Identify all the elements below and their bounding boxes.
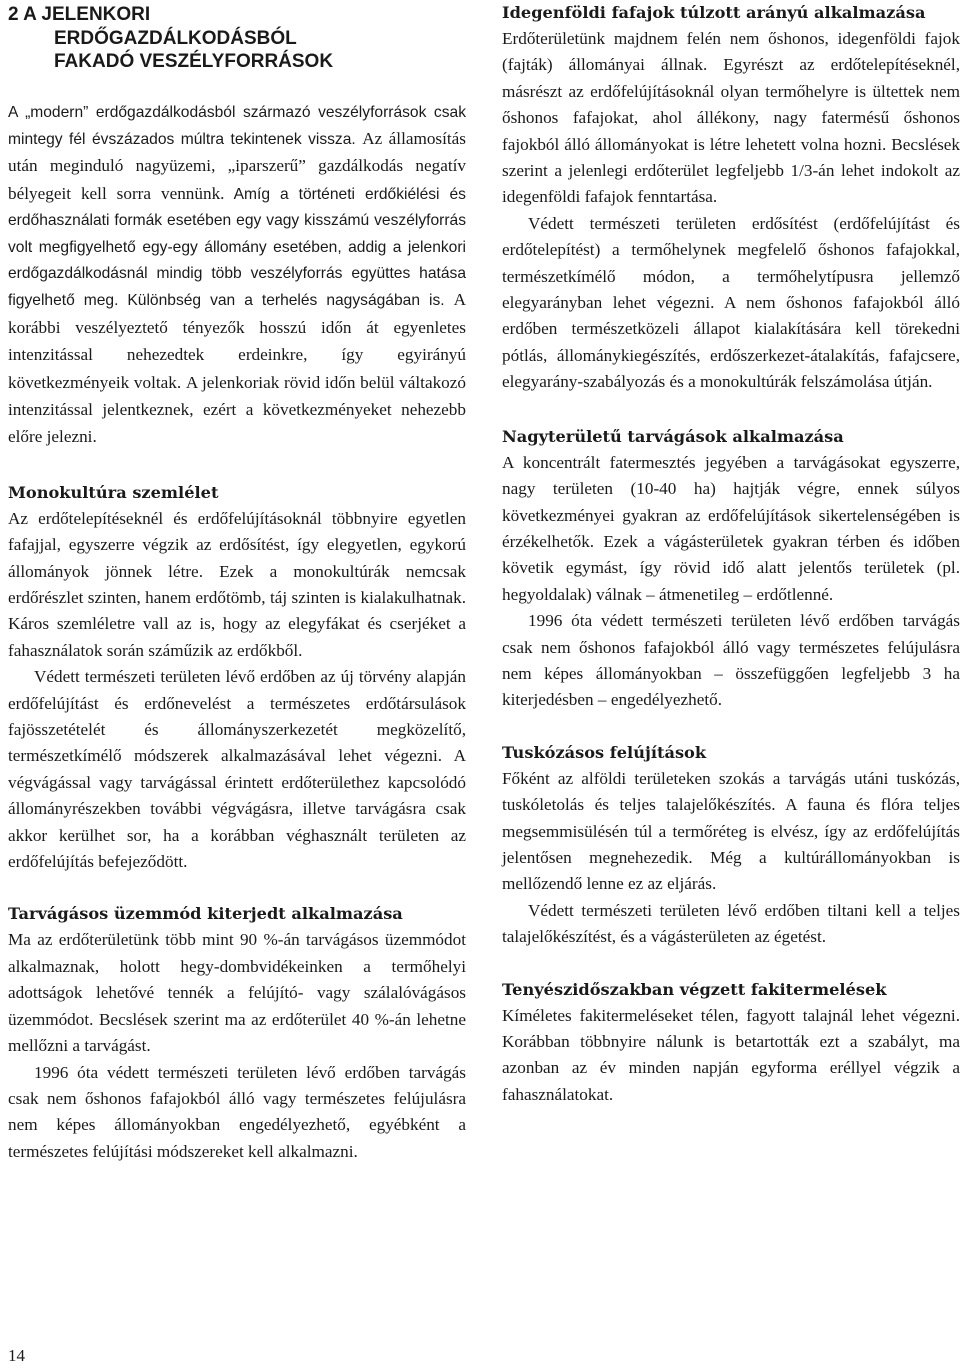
section-heading-tarvagasos: Tarvágásos üzemmód kiterjedt alkalmazása (8, 904, 403, 924)
section-heading-tuskozasos: Tuskózásos felújítások (502, 742, 707, 762)
intro-text-2: Az államosítás után meginduló nagyüzemi, „iparszerű” gazdálkodás negatív bélyegeit kell sorra vennünk. (8, 128, 466, 203)
chapter-title (8, 3, 466, 74)
intro-text-1: A „modern” erdőgazdálkodásból származó veszélyforrások csak mintegy fél évszázados múltra tekintenek vissza. (8, 103, 466, 148)
section-paragraph: A koncentrált fatermesztés jegyében a tarvágásokat egyszerre, nagy területen (10-40 ha) hajtják végre, ennek súlyos következményei gyakran az erdőfelújítások sikertelenségében is érzékelhetők. Ezek a vágásterületek gyakran térben és időben követik egymást, így rövid idő alatt jelentős területek (pl. hegyoldalak) válnak – átmenetileg – erdőtlenné. (502, 452, 960, 604)
section-heading-tenyeszidoszak: Tenyészidőszakban végzett fakitermelések (502, 979, 887, 999)
section-paragraph: Védett természeti területen lévő erdőben tiltani kell a teljes talajelőkészítést, és a vágásterületen az égetést. (502, 900, 960, 947)
section-heading-idegenfoldi: Idegenföldi fafajok túlzott arányú alkalmazása (502, 3, 926, 22)
intro-text-3: Amíg a történeti erdőkiélési és erdőhasználati formák esetében egy vagy kisszámú veszélyforrás volt megfigyelhető egy-egy állomány esetében, addig a jelenkori erdőgazdálkodásnál mindig több veszélyforrás együttes hatása figyelhető meg. Különbség van a terhelés nagyságában is. (8, 185, 466, 310)
section-paragraph: Ma az erdőterületünk több mint 90 %-án tarvágásos üzemmódot alkalmaznak, holott hegy-dombvidékeinken a termőhelyi adottságok lehetővé tennék a felújító- vagy szálalóvágásos üzemmódot. Becslések szerint ma az erdőterület 40 %-án lehetne mellőzni a tarvágást. (8, 930, 466, 1056)
section-paragraph: Erdőterületünk majdnem felén nem őshonos, idegenföldi fajok (fajták) állományai állnak. Egyrészt az erdőtelepítéseknél, másrészt az erdőfelújításoknál olyan termőhelyre is ültettek nem őshonos fafajokat, ahol állékony, nagy fatermésű őshonos fajokból álló állományokat is létre lehetett volna hozni. Becslések szerint a jelenlegi erdőterület legfeljebb 1/3-án lehet indokolt az idegenföldi fafajok fenntartása. (502, 29, 960, 207)
chapter-title-line-2: ERDŐGAZDÁLKODÁSBÓL (54, 27, 297, 49)
section-paragraph: Az erdőtelepítéseknél és erdőfelújításoknál többnyire egyetlen fafajjal, egyszerre végzik az erdősítést, így elegyetlen, egykorú állományok jönnek létre. Ezek a monokultúrák nemcsak erdőrészlet szinten, hanem erdőtömb, táj szinten is kialakulhatnak. Káros szemléletre vall az is, hogy az elegyfákat és cserjéket a fahasználatok során száműzik az erdőkből. (8, 508, 466, 660)
section-paragraph: Védett természeti területen erdősítést (erdőfelújítást és erdőtelepítést) a termőhelynek megfelelő őshonos fafajokkal, természetkímélő módon, a termőhelytípusra jellemző elegyarányban lehet végezni. A nem őshonos fafajokból álló erdőben természetközeli állapot kialakítására kell törekedni pótlás, állománykiegészítés, erdőszerkezet-átalakítás, fafajcsere, elegyarány-szabályozás és a monokultúrák felszámolása útján. (502, 213, 960, 392)
intro-paragraph (8, 100, 466, 452)
right-column (502, 0, 960, 1108)
intro-text-4: A korábbi veszélyeztető tényezők hosszú időn át egyenletes intenzitással nehezedtek erdeinkre, így egyirányú következményeik voltak. (8, 290, 466, 392)
chapter-title-line-1: 2 A JELENKORI (8, 4, 151, 25)
intro-text-5: A jelenkoriak rövid időn belül váltakozó intenzitással jelentkeznek, ezért a következményeket nehezebb előre jelezni. (8, 372, 466, 447)
section-paragraph: Kíméletes fakitermeléseket télen, fagyott talajnál lehet végezni. Korábban többnyire nálunk is betartották ezt a szabályt, ma azonban az év minden napján egyforma eréllyel végzik a fahasználatokat. (502, 1005, 960, 1104)
section-paragraph: 1996 óta védett természeti területen lévő erdőben tarvágás csak nem őshonos fafajokból álló vagy természetes felújulásra nem képes állományokban – összefüggően legfeljebb 3 ha kiterjedésben – engedélyezhető. (502, 611, 960, 710)
section-paragraph: 1996 óta védett természeti területen lévő erdőben tarvágás csak nem őshonos fafajokból álló vagy természetes felújulásra nem képes állományokban engedélyezhető, egyébként a természetes felújítási módszereket kell alkalmazni. (8, 1062, 466, 1161)
section-paragraph: Főként az alföldi területeken szokás a tarvágás utáni tuskózás, tuskóletolás és teljes talajelőkészítés. A fauna és flóra teljes megsemmisülésén túl a termőréteg is elvész, így az erdőfelújítás jelentősen megnehezedik. Még a kultúrállományokban is mellőzendő lenne ez az eljárás. (502, 768, 960, 894)
section-paragraph: Védett természeti területen lévő erdőben az új törvény alapján erdőfelújítást és erdőnevelést a természetes erdőtársulások fajösszetételét és állományszerkezetét megközelítő, természetkímélő módszerek alkalmazásával lehet végezni. A végvágással vagy tarvágással érintett erdőterülethez kapcsolódó állományrészekben további végvágásra, illetve tarvágásra csak akkor kerülhet sor, ha a korábban véghasznált területen az erdőfelújítás befejeződött. (8, 667, 466, 872)
left-column (8, 0, 466, 1165)
page-number: 14 (8, 1346, 25, 1365)
chapter-title-line-3: FAKADÓ VESZÉLYFORRÁSOK (54, 51, 334, 72)
section-heading-nagyteruletu: Nagyterületű tarvágások alkalmazása (502, 426, 844, 446)
section-heading-monokultura: Monokultúra szemlélet (8, 482, 219, 502)
